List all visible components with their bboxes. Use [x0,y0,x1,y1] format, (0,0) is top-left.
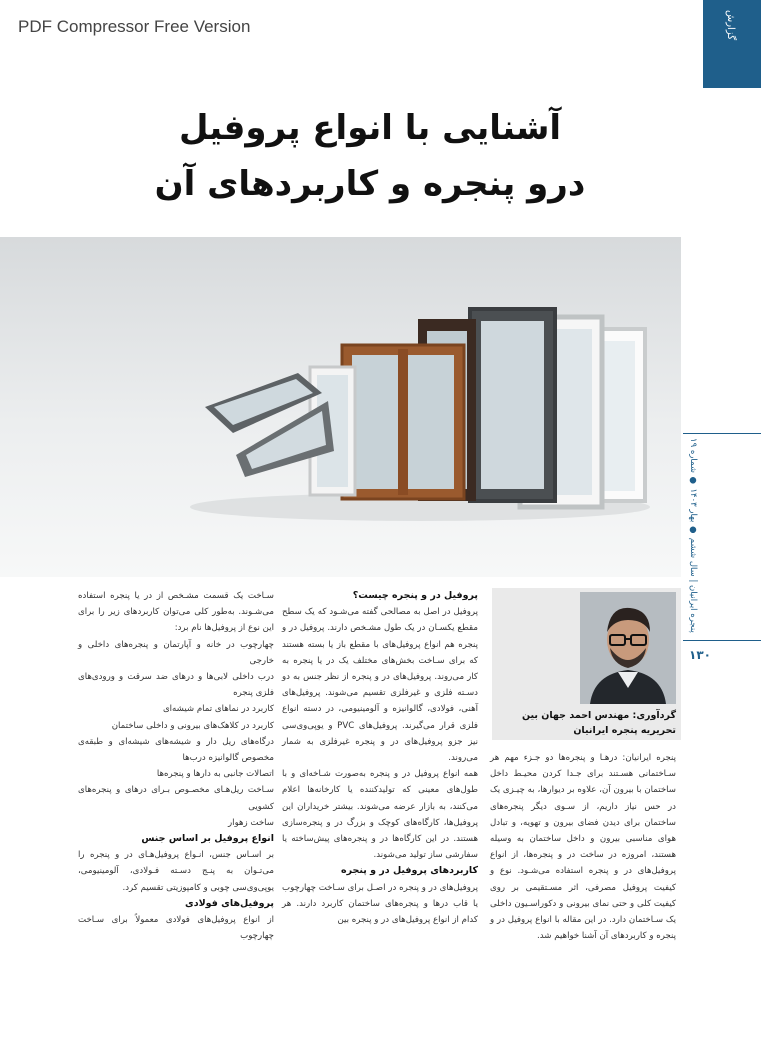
list-item: چهارچوب در خانه و آپارتمان و پنجره‌های داخلی و خارجی [78,639,274,666]
title-line-2: درو پنجره و کاربردهای آن [154,164,586,204]
watermark-text: PDF Compressor Free Version [18,17,251,36]
list-item: سـاخت ریل‌هـای مخصـوص بـرای درهای و پنجره‌های کشویی [78,785,274,812]
body-paragraph: همه انواع پروفیل در و پنجره به‌صورت شـاخه‌ای و با طول‌های معینی که تولیدکننده یا کارخانه‌ها اعلام می‌کنند، به بازار عرضه می‌شوند. بیشتر خریداران این پروفیل‌ها، کارگاه‌های کوچک و بزرگ در و پنجره‌سازی هستند. در این کارگاه‌ها در و پنجره‌های پیش‌ساخته یا سفارشی ساز تولید می‌شوند. [282,769,478,861]
intro-paragraph: پنجره ایرانیان: درهـا و پنجره‌ها دو جـزء مهم هر سـاختمانی هسـتند برای جـدا کردن محیـط داخل ساختمان با بیرون آن، علاوه بر دیوارها، به چیـزی یک در حس نیاز داریم، از سـوی دیگر پنجره‌های ساختمان برای دیدن فضای بیرون و تهویه، و تبادل هوای مناسبی بیرون و داخل ساختمان به وسیله هستند، امروزه در ساخت در و پنجره‌ها، از انواع پروفیل‌های در و پنجره استفاده می‌شـود. نوع و کیفیت پروفیل مصرفی، اثر مسـتقیمی بر روی کیفیت کلی و حتی نمای بیرونی و دکوراسـیون داخلی یک سـاختمان دارد. در این مقاله با انواع پروفیل در و پنجره و کاربردهای آن آشنا خواهیم شد. [490,753,676,942]
list-item: درگاه‌های ریل دار و شیشه‌های شیشه‌ای و طبقه‌ی مخصوص گالوانیزه درب‌ها [78,736,274,764]
body-paragraph: سـاخت یک قسمت مشـخص از در یا پنجره استفاده می‌شـوند. به‌طور کلی می‌توان کاربردهای زیر را برای این نوع از پروفیل‌ها نام برد: [78,591,274,634]
author-affiliation: تحریریه پنجره ایرانیان [573,725,676,736]
section-heading: پروفیل‌های فولادی [185,897,274,909]
section-heading: انواع پروفیل بر اساس جنس [141,833,274,845]
list-item: کاربرد در کلاهک‌های بیرونی و داخلی ساختمان [111,720,274,731]
body-paragraph: بر اسـاس جنس، انـواع پروفیل‌هـای در و پنجره را می‌تـوان به پنـج دسـته فـولادی، آلومینیومی، یوپی‌وی‌سی چوبی و کامپوزیتی تقسیم کرد. [78,850,274,893]
author-name: گردآوری: مهندس احمد جهان بین [521,710,676,721]
section-heading: پروفیل در و پنجره چیست؟ [352,590,478,601]
article-title [150,100,590,212]
author-credit [496,708,676,738]
list-item: درب داخلی لابی‌ها و درهای ضد سرقت و ورودی‌های فلزی پنجره [78,672,274,699]
page-number: ۱۳۰ [689,648,711,662]
body-paragraph: پروفیل در اصل به مصالحی گفته می‌شـود که یک سطح مقطع یکسـان در یک طول مشـخص دارند. پروفیل در و پنجره هم انواع پروفیل‌های با مقطع باز یا بسته هستند که برای سـاخت بخش‌های مختلف یک در یا پنجره به کار می‌روند. پروفیل‌های در و پنجره از نظر جنس به دو دسـته فلزی و غیرفلزی تقسیم می‌شوند. پروفیل‌های آهنی، فولادی، گالوانیزه و آلومینیومی، در دسته انواع فلزی قرار می‌گیرند. پروفیل‌های PVC و یوپی‌وی‌سی نیز جزو پروفیل‌های در و پنجره غیرفلزی به شمار می‌روند. [282,607,478,764]
section-heading: کاربردهای پروفیل در و پنجره [340,865,478,877]
section-tab-label: گزارش [725,10,736,41]
column-left [78,588,274,944]
body-paragraph: پروفیل‌های در و پنجره در اصـل برای سـاخت چهارچوب یا قاب درها و پنجره‌های ساختمان کاربرد دارند. هر کدام از انواع پروفیل‌های در و پنجره بین [282,882,478,926]
column-right [490,750,676,944]
divider-bottom [683,640,761,641]
column-middle [282,588,478,928]
body-paragraph: از انواع پروفیل‌های فولادی معمولاً برای سـاخت چهارچوب [78,915,274,942]
running-header: پنجره ایرانیان | سال ششم ● بهار ۱۴۰۳ ● شماره ۱۹ [688,438,698,633]
divider-top [683,433,761,434]
hero-image [0,237,681,577]
section-tab [703,0,761,88]
list-item: ساخت زهوار [228,817,274,828]
author-photo [580,592,676,704]
list-item: اتصالات جانبی به دارها و پنجره‌ها [156,769,274,780]
list-item: کاربرد در نماهای تمام شیشه‌ای [162,704,274,715]
title-line-1: آشنایی با انواع پروفیل [178,108,562,148]
windows-illustration [0,237,681,577]
